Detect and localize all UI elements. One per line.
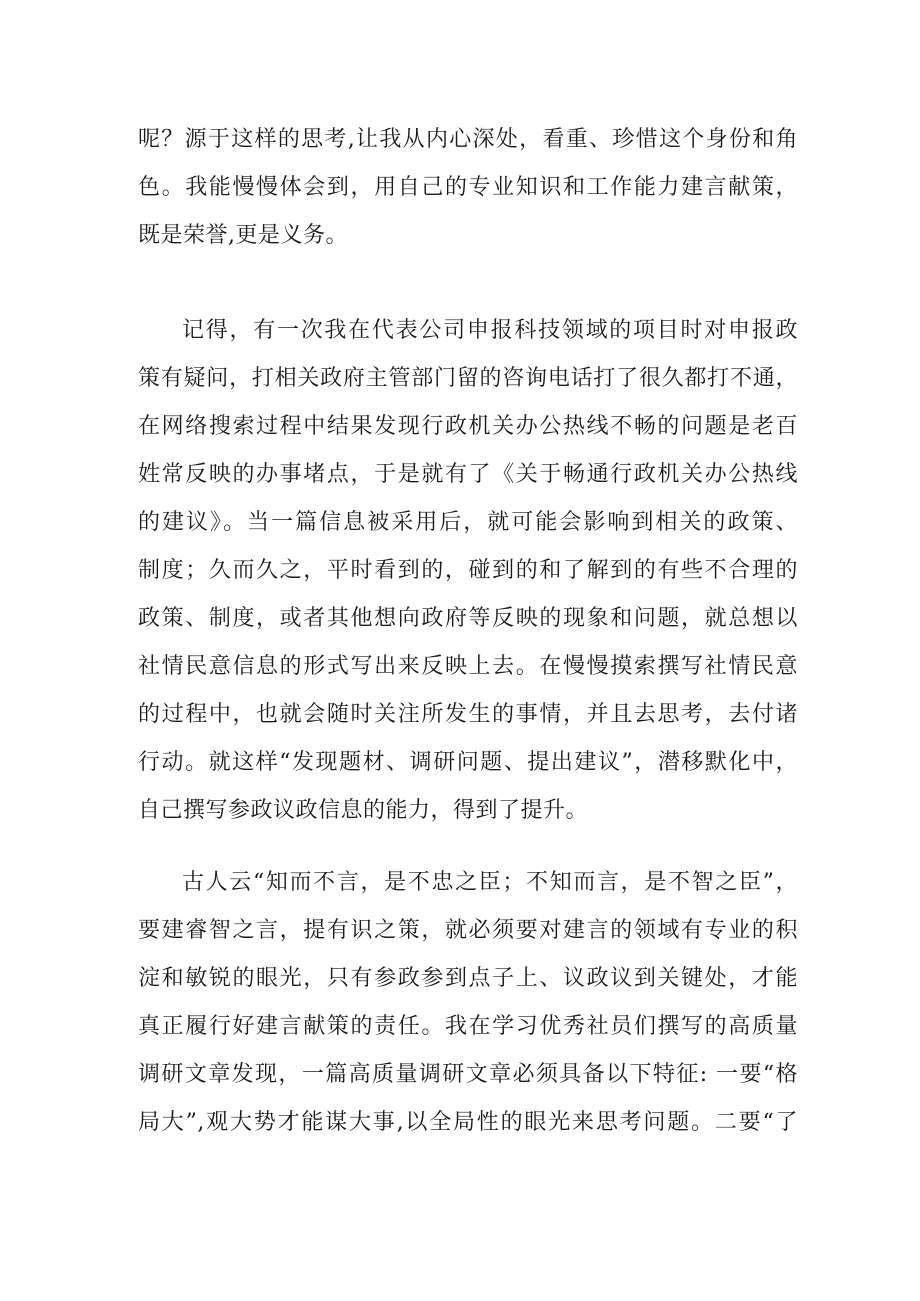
text-line: 既是荣誉,更是义务。 bbox=[138, 223, 348, 248]
text-line: 制度；久而久之，平时看到的，碰到的和了解到的有些不合理的 bbox=[138, 558, 798, 583]
text-line: 行动。就这样“发现题材、调研问题、提出建议”，潜移默化中， bbox=[138, 750, 798, 775]
paragraph-2 bbox=[138, 313, 798, 829]
text-line: 局大”,观大势才能谋大事,以全局性的眼光来思考问题。二要“了 bbox=[138, 1110, 798, 1135]
text-line: 色。我能慢慢体会到，用自己的专业知识和工作能力建言献策， bbox=[138, 175, 798, 200]
text-line: 真正履行好建言献策的责任。我在学习优秀社员们撰写的高质量 bbox=[138, 1014, 798, 1039]
text-line: 淀和敏锐的眼光，只有参政参到点子上、议政议到关键处，才能 bbox=[138, 966, 798, 991]
paragraph-3 bbox=[138, 865, 798, 1141]
text-line: 政策、制度，或者其他想向政府等反映的现象和问题，就总想以 bbox=[138, 606, 798, 631]
text-line: 要建睿智之言，提有识之策，就必须要对建言的领域有专业的积 bbox=[138, 918, 798, 943]
text-line: 姓常反映的办事堵点，于是就有了《关于畅通行政机关办公热线 bbox=[138, 462, 798, 487]
text-line: 呢？源于这样的思考,让我从内心深处，看重、珍惜这个身份和角 bbox=[138, 127, 798, 152]
text-line: 策有疑问，打相关政府主管部门留的咨询电话打了很久都打不通， bbox=[138, 366, 798, 391]
text-line: 古人云“知而不言，是不忠之臣；不知而言，是不智之臣”， bbox=[182, 870, 798, 895]
text-line: 的过程中，也就会随时关注所发生的事情，并且去思考，去付诸 bbox=[138, 702, 798, 727]
paragraph-1 bbox=[138, 122, 798, 254]
text-line: 自己撰写参政议政信息的能力，得到了提升。 bbox=[138, 798, 589, 823]
text-line: 调研文章发现，一篇高质量调研文章必须具备以下特征: 一要“格 bbox=[138, 1062, 798, 1087]
text-line: 在网络搜索过程中结果发现行政机关办公热线不畅的问题是老百 bbox=[138, 414, 798, 439]
text-line: 社情民意信息的形式写出来反映上去。在慢慢摸索撰写社情民意 bbox=[138, 654, 798, 679]
text-line: 的建议》。当一篇信息被采用后，就可能会影响到相关的政策、 bbox=[138, 510, 798, 535]
text-line: 记得，有一次我在代表公司申报科技领域的项目时对申报政 bbox=[182, 318, 798, 343]
